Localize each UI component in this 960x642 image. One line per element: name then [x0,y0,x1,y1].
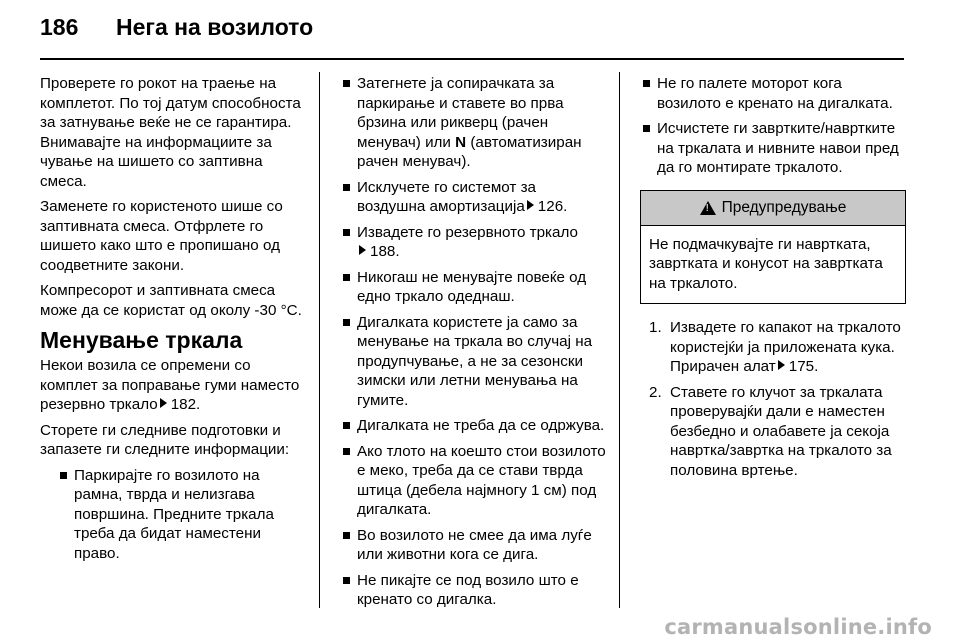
list-item: Дигалката користете ја само за менување на тркала во случај на продупчување, а не за сезонски зимски или летни менувања на гумите. [340,313,606,411]
header-divider [40,58,904,60]
section-heading: Менување тркала [40,327,243,353]
page-header [40,14,313,44]
list-item: Ако тлото на коешто стои возилото е меко, треба да се стави тврда штица (дебела најмногу 1 см) под дигалката. [340,442,606,520]
list-item: Во возилото не смее да има луѓе или животни кога се дига. [340,526,606,565]
column-middle [340,74,606,616]
warning-text: Не подмачкувајте ги навртката, завртката и конусот на завртката на тркалото. [649,235,883,292]
list-item: Паркирајте го возилото на рамна, тврда и нелизгава површина. Предните тркала треба да бидат наместени право. [57,466,306,564]
list-item: Не пикајте се под возило што е кренато со дигалка. [340,571,606,610]
step-text: Ставете го клучот за тркалата проверувајќи дали е наместен безбедно и олабавете ја секоја навртка/завртка на тркалото за половина вртење. [670,383,892,479]
paragraph: Компресорот и заптивната смеса може да се користат од околу -30 °C. [40,282,302,319]
list-item-text: (автоматизиран рачен менувач). [357,133,582,170]
list-item-text: Извадете го резервното тркало [357,223,578,241]
column-divider [619,72,620,608]
warning-triangle-icon [700,201,716,215]
paragraph-text: Некои возила се опремени со комплет за поправање гуми наместо резервно тркало [40,357,300,413]
page-ref-icon [778,360,785,370]
page-ref[interactable]: 126. [537,198,568,215]
numbered-step [640,383,906,481]
column-right [640,74,906,486]
step-number: 2. [649,383,662,401]
paragraph: Сторете ги следниве подготовки и запазете ги следните информации: [40,421,290,458]
page-ref[interactable]: 188. [370,243,400,260]
warning-box [640,190,906,305]
page-ref-icon [160,398,167,408]
warning-header [641,191,905,226]
list-item: Никогаш не менувајте повеќе од едно тркало одеднаш. [340,268,606,307]
list-item [340,74,606,172]
list-item [340,223,606,262]
column-left [40,74,306,569]
page-title: Нега на возилото [116,14,314,40]
list-item: Дигалката не треба да се одржува. [340,416,606,436]
list-item: Исчистете ги завртките/навртките на тркалата и нивните навои пред да го монтирате тркалото. [640,119,906,178]
page-ref[interactable]: 175. [788,358,819,375]
paragraph: Заменете го користеното шише со заптивната смеса. Отфрлете го шишето како што е пропишано од соодветните закони. [40,198,283,274]
page-ref-icon [359,245,366,255]
paragraph: Проверете го рокот на траење на комплетот. По тој датум способноста за затнување веќе не се гарантира. Внимавајте на информациите за чување на шишето со заптивна смеса. [40,75,301,190]
list-item-text: Исклучете го системот за воздушна амортизација [357,178,537,215]
page-ref[interactable]: 182. [170,396,201,413]
paragraph [40,356,306,415]
list-item: Не го палете моторот кога возилото е кренато на дигалката. [640,74,906,113]
column-divider [319,72,320,608]
step-number: 1. [649,319,662,336]
step-text: Извадете го капакот на тркалото користејќи ја приложената кука. Прирачен алат [670,319,901,375]
gear-n-label: N [455,133,467,151]
list-item [340,178,606,217]
page-number: 186 [40,14,79,40]
page-ref-icon [527,200,534,210]
watermark: carmanualsonline.info [664,615,932,639]
numbered-step [640,318,906,377]
warning-title: Предупредување [721,198,847,216]
list-item-text: Затегнете ја сопирачката за паркирање и ставете во прва брзина или рикверц (рачен менувач) или [357,75,564,151]
